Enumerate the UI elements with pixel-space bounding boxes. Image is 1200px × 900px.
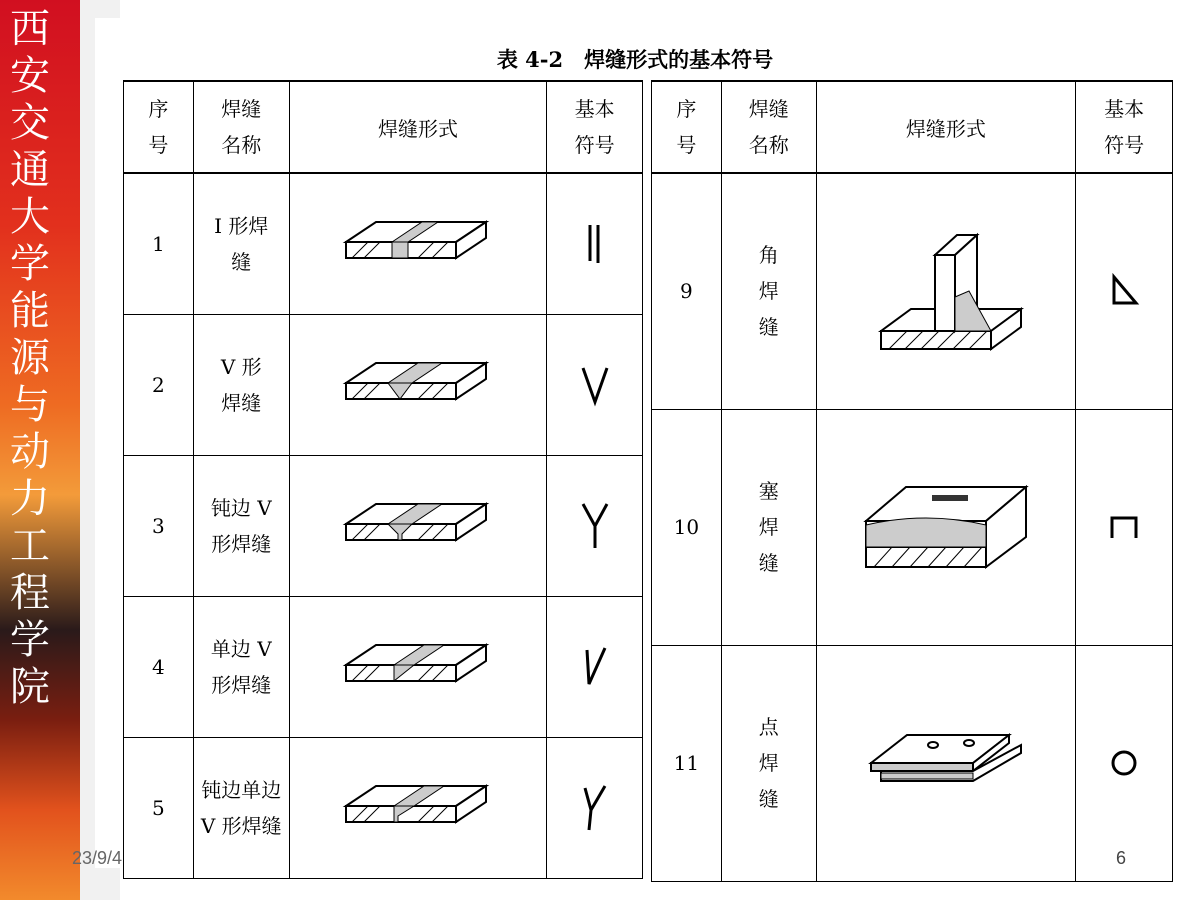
row-index: 10 <box>652 409 722 645</box>
sidebar-banner <box>0 0 80 900</box>
single-bevel-weld-figure <box>289 596 547 737</box>
header-name: 焊缝名称 <box>721 81 816 173</box>
header-symbol: 基本符号 <box>1076 81 1173 173</box>
fillet-weld-figure <box>816 173 1076 409</box>
symbol-cell <box>1076 645 1173 881</box>
spot-weld-figure <box>816 645 1076 881</box>
slide-page-number: 6 <box>1116 848 1127 868</box>
row-name: I 形焊缝 <box>193 173 289 314</box>
table-row <box>124 596 643 737</box>
header-form: 焊缝形式 <box>816 81 1076 173</box>
table-row <box>652 409 1173 645</box>
plug-symbol-icon <box>1106 512 1142 542</box>
table-row <box>124 314 643 455</box>
weld-symbol-table-right <box>651 80 1173 882</box>
row-index: 4 <box>124 596 194 737</box>
table-header-row <box>124 81 643 173</box>
y-symbol-icon <box>577 498 613 554</box>
header-name: 焊缝名称 <box>193 81 289 173</box>
single-bevel-symbol-icon <box>577 642 613 692</box>
row-index: 3 <box>124 455 194 596</box>
row-index: 1 <box>124 173 194 314</box>
fillet-symbol-icon <box>1106 271 1142 311</box>
weld-symbol-table-left <box>123 80 643 879</box>
row-index: 9 <box>652 173 722 409</box>
table-row <box>124 173 643 314</box>
square-butt-weld-figure <box>289 173 547 314</box>
symbol-cell <box>1076 173 1173 409</box>
symbol-cell <box>547 596 643 737</box>
header-index: 序号 <box>652 81 722 173</box>
table-row <box>652 645 1173 881</box>
header-symbol: 基本符号 <box>547 81 643 173</box>
table-header-row <box>652 81 1173 173</box>
row-name: 塞焊缝 <box>721 409 816 645</box>
table-row <box>124 455 643 596</box>
slide-content <box>95 18 1175 868</box>
row-name: V 形焊缝 <box>193 314 289 455</box>
header-index: 序号 <box>124 81 194 173</box>
row-index: 5 <box>124 737 194 878</box>
v-symbol-icon <box>577 360 613 410</box>
header-form: 焊缝形式 <box>289 81 547 173</box>
double-bar-symbol-icon <box>580 219 610 269</box>
row-index: 2 <box>124 314 194 455</box>
row-name: 钝边单边 V 形焊缝 <box>193 737 289 878</box>
row-name: 点焊缝 <box>721 645 816 881</box>
row-name: 单边 V 形焊缝 <box>193 596 289 737</box>
blunt-single-bevel-symbol-icon <box>577 780 613 836</box>
blunt-single-bevel-weld-figure <box>289 737 547 878</box>
v-groove-weld-figure <box>289 314 547 455</box>
blunt-v-groove-weld-figure <box>289 455 547 596</box>
table-row <box>652 173 1173 409</box>
slide-date: 23/9/4 <box>72 848 123 868</box>
plug-weld-figure <box>816 409 1076 645</box>
symbol-cell <box>547 173 643 314</box>
row-name: 角焊缝 <box>721 173 816 409</box>
sidebar-title: 西安交通大学能源与动力工程学院 <box>10 6 50 710</box>
table-caption: 表 4-2 焊缝形式的基本符号 <box>496 47 774 72</box>
symbol-cell <box>1076 409 1173 645</box>
table-row <box>124 737 643 878</box>
symbol-cell <box>547 455 643 596</box>
row-name: 钝边 V 形焊缝 <box>193 455 289 596</box>
spot-symbol-icon <box>1106 745 1142 781</box>
row-index: 11 <box>652 645 722 881</box>
symbol-cell <box>547 314 643 455</box>
symbol-cell <box>547 737 643 878</box>
